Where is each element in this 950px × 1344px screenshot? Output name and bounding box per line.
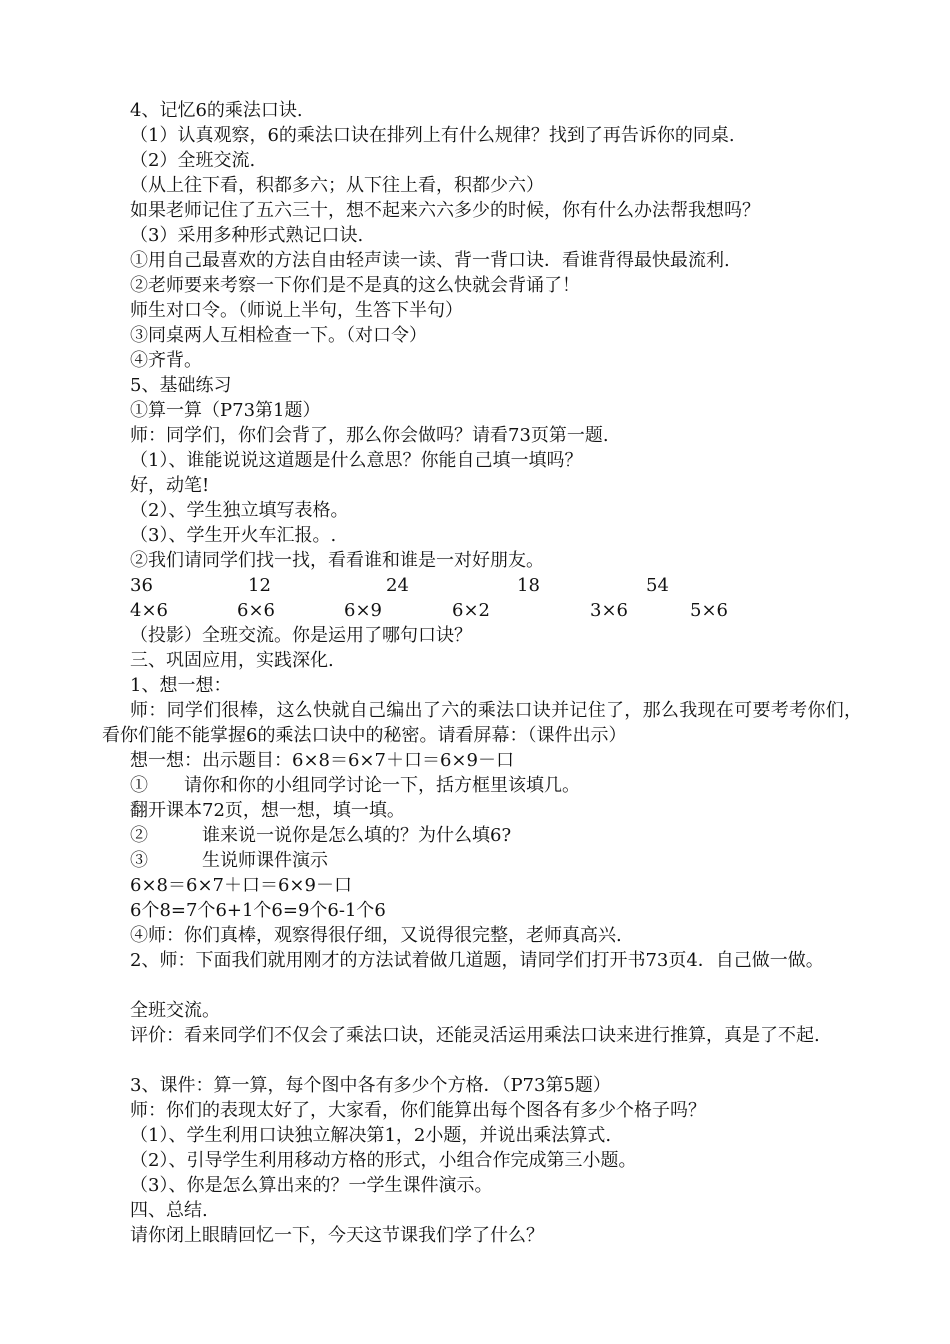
text-line: 翻开课本72页，想一想，填一填。 xyxy=(130,800,405,821)
text-line: （3）采用多种形式熟记口诀. xyxy=(130,225,364,246)
text-line: ① 请你和你的小组同学讨论一下，括方框里该填几。 xyxy=(130,775,580,796)
section-heading: 四、总结. xyxy=(130,1200,208,1221)
text-line: （投影）全班交流。你是运用了哪句口诀？ xyxy=(130,625,472,646)
product-value: 24 xyxy=(386,575,409,596)
text-line: ②老师要来考察一下你们是不是真的这么快就会背诵了！ xyxy=(130,275,580,296)
section-heading: 三、巩固应用，实践深化. xyxy=(130,650,334,671)
text-line: （1）认真观察，6的乘法口诀在排列上有什么规律？找到了再告诉你的同桌. xyxy=(130,125,735,146)
expression-value: 6×6 xyxy=(237,600,275,621)
expression-value: 5×6 xyxy=(690,600,728,621)
text-line: ② 谁来说一说你是怎么填的？为什么填6? xyxy=(130,825,512,846)
product-value: 12 xyxy=(248,575,271,596)
text-line: 师生对口令。（师说上半句，生答下半句） xyxy=(130,300,463,321)
text-line: （3）、学生开火车汇报。. xyxy=(130,525,337,546)
text-line: （3）、你是怎么算出来的？一学生课件演示。 xyxy=(130,1175,493,1196)
product-value: 54 xyxy=(646,575,669,596)
text-line: 如果老师记住了五六三十，想不起来六六多少的时候，你有什么办法帮我想吗？ xyxy=(130,200,760,221)
products-row xyxy=(130,573,830,598)
paragraph: 2、师：下面我们就用刚才的方法试着做几道题，请同学们打开书73页4．自己做一做。 xyxy=(130,950,824,971)
expression-value: 6×2 xyxy=(452,600,490,621)
text-line: 请你闭上眼睛回忆一下，今天这节课我们学了什么？ xyxy=(130,1225,544,1246)
text-line: ①算一算（P73第1题） xyxy=(130,400,321,421)
text-line: 3、课件：算一算，每个图中各有多少个方格．（P73第5题） xyxy=(130,1075,611,1096)
text-line: 4、记忆6的乘法口诀. xyxy=(130,100,303,121)
text-line: 全班交流。 xyxy=(130,1000,220,1021)
product-value: 18 xyxy=(517,575,540,596)
product-value: 36 xyxy=(130,575,153,596)
text-line: ①用自己最喜欢的方法自由轻声读一读、背一背口诀．看谁背得最快最流利. xyxy=(130,250,730,271)
text-line: ③同桌两人互相检查一下。（对口令） xyxy=(130,325,427,346)
text-line: 好，动笔! xyxy=(130,475,210,496)
expression-value: 6×9 xyxy=(344,600,382,621)
expressions-row xyxy=(130,598,830,623)
text-line: （从上往下看，积都多六；从下往上看，积都少六） xyxy=(130,175,544,196)
text-line: 师：你们的表现太好了，大家看，你们能算出每个图各有多少个格子吗？ xyxy=(130,1100,706,1121)
text-line: （2）、学生独立填写表格。 xyxy=(130,500,349,521)
text-line: ②我们请同学们找一找，看看谁和谁是一对好朋友。 xyxy=(130,550,544,571)
text-line: ③ 生说师课件演示 xyxy=(130,850,328,871)
expression-value: 4×6 xyxy=(130,600,168,621)
text-line: 想一想：出示题目：6×8＝6×7＋口＝6×9－口 xyxy=(130,750,514,771)
paragraph: 师：同学们很棒，这么快就自己编出了六的乘法口诀并记住了，那么我现在可要考考你们，看你们能不能掌握6的乘法口诀中的秘密。请看屏幕：（课件出示） xyxy=(102,700,862,746)
text-line: （2）、引导学生利用移动方格的形式，小组合作完成第三小题。 xyxy=(130,1150,637,1171)
text-line: （1）、学生利用口诀独立解决第1，2小题，并说出乘法算式. xyxy=(130,1125,612,1146)
text-line: 5、基础练习 xyxy=(130,375,232,396)
text-line: 6个8=7个6+1个6=9个6-1个6 xyxy=(130,900,386,921)
text-line: ④齐背。 xyxy=(130,350,202,371)
text-line: （2）全班交流. xyxy=(130,150,256,171)
paragraph: 评价：看来同学们不仅会了乘法口诀，还能灵活运用乘法口诀来进行推算，真是了不起. xyxy=(130,1025,820,1046)
text-line: ④师：你们真棒，观察得很仔细，又说得很完整，老师真高兴. xyxy=(130,925,622,946)
text-line: 1、想一想： xyxy=(130,675,232,696)
text-line: 师：同学们，你们会背了，那么你会做吗？请看73页第一题. xyxy=(130,425,609,446)
expression-value: 3×6 xyxy=(590,600,628,621)
text-line: 6×8＝6×7＋口＝6×9－口 xyxy=(130,875,352,896)
text-line: （1）、谁能说说这道题是什么意思？你能自己填一填吗？ xyxy=(130,450,583,471)
